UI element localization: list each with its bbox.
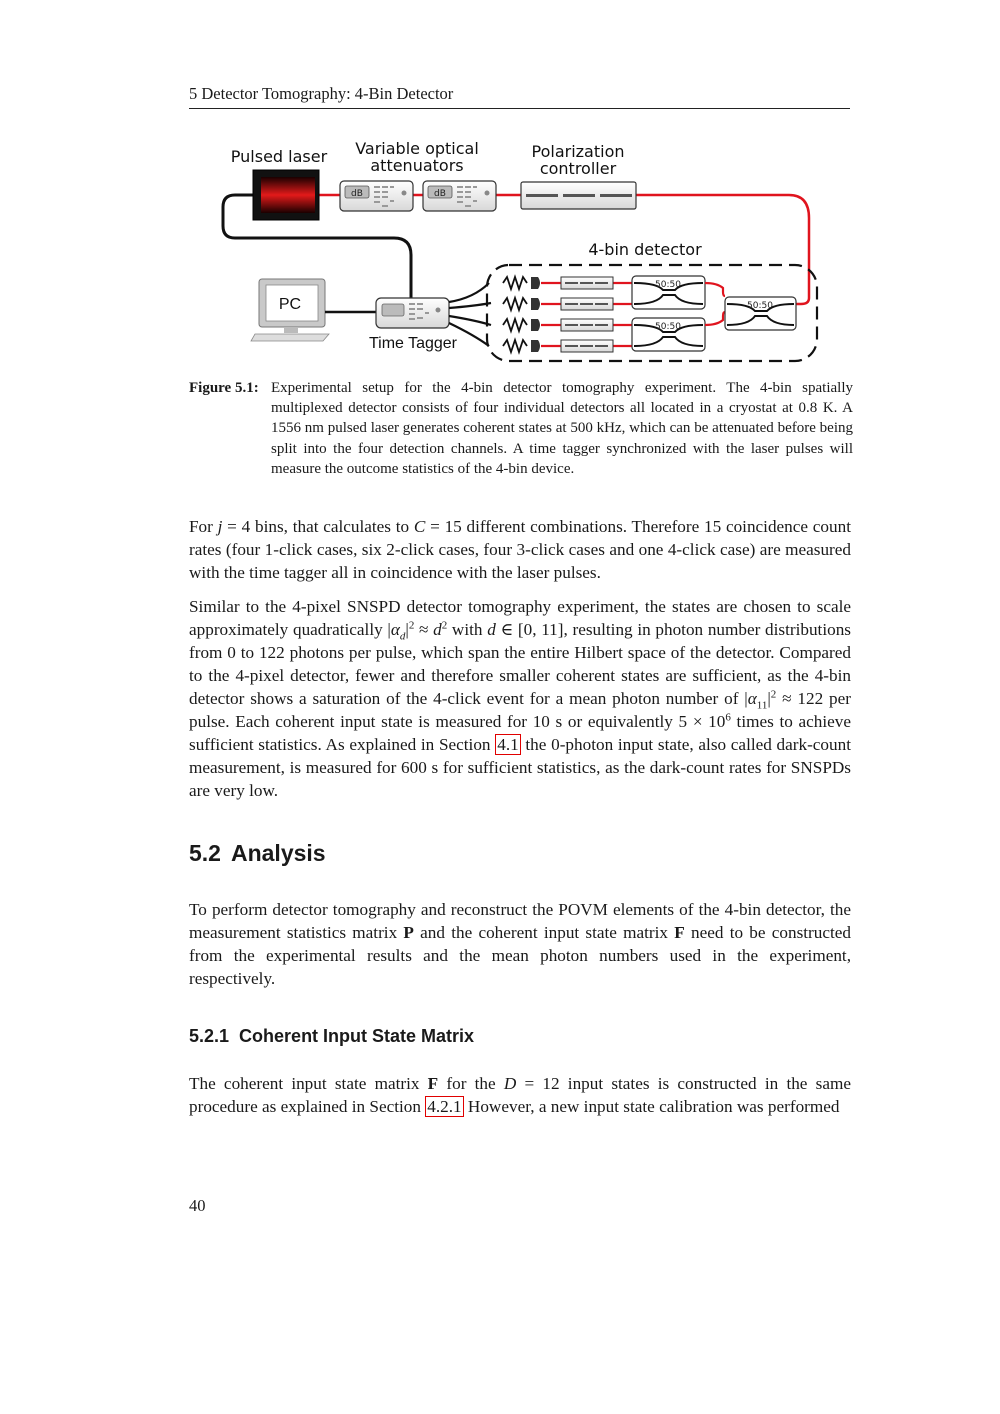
caption-label: Figure 5.1: xyxy=(189,380,259,396)
splitter-main-icon xyxy=(725,297,796,330)
page-number: 40 xyxy=(189,1196,206,1215)
detector-channels xyxy=(503,277,632,352)
db-label-2: dB xyxy=(434,189,446,199)
pc-label: PC xyxy=(278,296,302,313)
time-tagger-icon xyxy=(376,298,449,328)
paragraph-4: The coherent input state matrix F for the D = 12 input states is constructed in the same procedure as explained in Section 4.2.1 However, a new input state calibration was performed xyxy=(189,1074,851,1116)
splitter-label-1: 50:50 xyxy=(655,280,681,290)
section-ref-4-2-1[interactable]: 4.2.1 xyxy=(427,1097,462,1116)
db-label-1: dB xyxy=(351,189,363,199)
time-tagger-label: Time Tagger xyxy=(368,335,458,352)
section-ref-4-1[interactable]: 4.1 xyxy=(497,735,519,754)
splitter-1-icon xyxy=(632,276,705,309)
paragraph-2: Similar to the 4-pixel SNSPD detector tomography experiment, the states are chosen to scale approximately quadratically $|\alpha_d|^2 \approx d^2$ with d ∈ [0, 11], resulting in photon number distributions from 0 to 122 photons per pulse, which span the entire Hilbert space of the detector. Compared to the 4-pixel detector, fewer and therefore smaller coherent states are sufficient, as the 4-bin detector shows a saturation of the 4-click event for a mean photon number of $|\alpha_{11}|^2 \approx 122$ per pulse. Each coherent input state is measured for 10 s or equivalently $5 \times 10^6$ times to achieve sufficient statistics. As explained in Section 4.1 the 0-photon input state, also called dark-count measurement, is measured for 600 s for sufficient statistics, as the dark-count rates for SNSPDs are very low. xyxy=(189,597,851,800)
running-header xyxy=(189,84,850,109)
label-pulsed-laser: Pulsed laser xyxy=(230,147,328,166)
setup-figure xyxy=(189,130,850,375)
paragraph-3: To perform detector tomography and reconstruct the POVM elements of the 4-bin detector, the measurement statistics matrix P and the coherent input state matrix F need to be constructed from the experimental results and the mean photon numbers used in the experiment, respectively. xyxy=(189,900,851,988)
paragraph-1: For j = 4 bins, that calculates to C = 15 different combinations. Therefore 15 coincidence count rates (four 1-click cases, six 2-click cases, four 3-click cases and one 4-click case) are measured with the time tagger all in coincidence with the laser pulses. xyxy=(189,517,851,582)
splitter-label-2: 50:50 xyxy=(655,322,681,332)
label-polarization-1: Polarization xyxy=(531,142,625,161)
label-polarization-2: controller xyxy=(539,159,617,178)
label-attenuators-1: Variable optical xyxy=(355,139,479,158)
subsection-heading: 5.2.1 Coherent Input State Matrix xyxy=(189,1026,475,1046)
attenuator-1-icon xyxy=(340,181,413,211)
pc-icon xyxy=(251,279,329,341)
header-title: 5 Detector Tomography: 4-Bin Detector xyxy=(189,84,454,103)
splitter-label-main: 50:50 xyxy=(747,301,773,311)
section-heading: 5.2 Analysis xyxy=(189,840,326,866)
label-attenuators-2: attenuators xyxy=(370,156,464,175)
splitter-2-icon xyxy=(632,318,705,351)
polarization-controller-icon xyxy=(521,182,636,209)
caption-text: Experimental setup for the 4-bin detector tomography experiment. The 4-bin spatially multiplexed detector consists of four individual detectors all located in a cryostat at 0.8 K. A 1556 nm pulsed laser generates coherent states at 500 kHz, which can be attenuated before being split into the four detection channels. A time tagger synchronized with the laser pulses will measure the outcome statistics of the 4-bin device. xyxy=(271,380,853,477)
attenuator-2-icon xyxy=(423,181,496,211)
pulsed-laser-icon xyxy=(253,170,319,220)
label-4bin-detector: 4-bin detector xyxy=(588,240,702,259)
